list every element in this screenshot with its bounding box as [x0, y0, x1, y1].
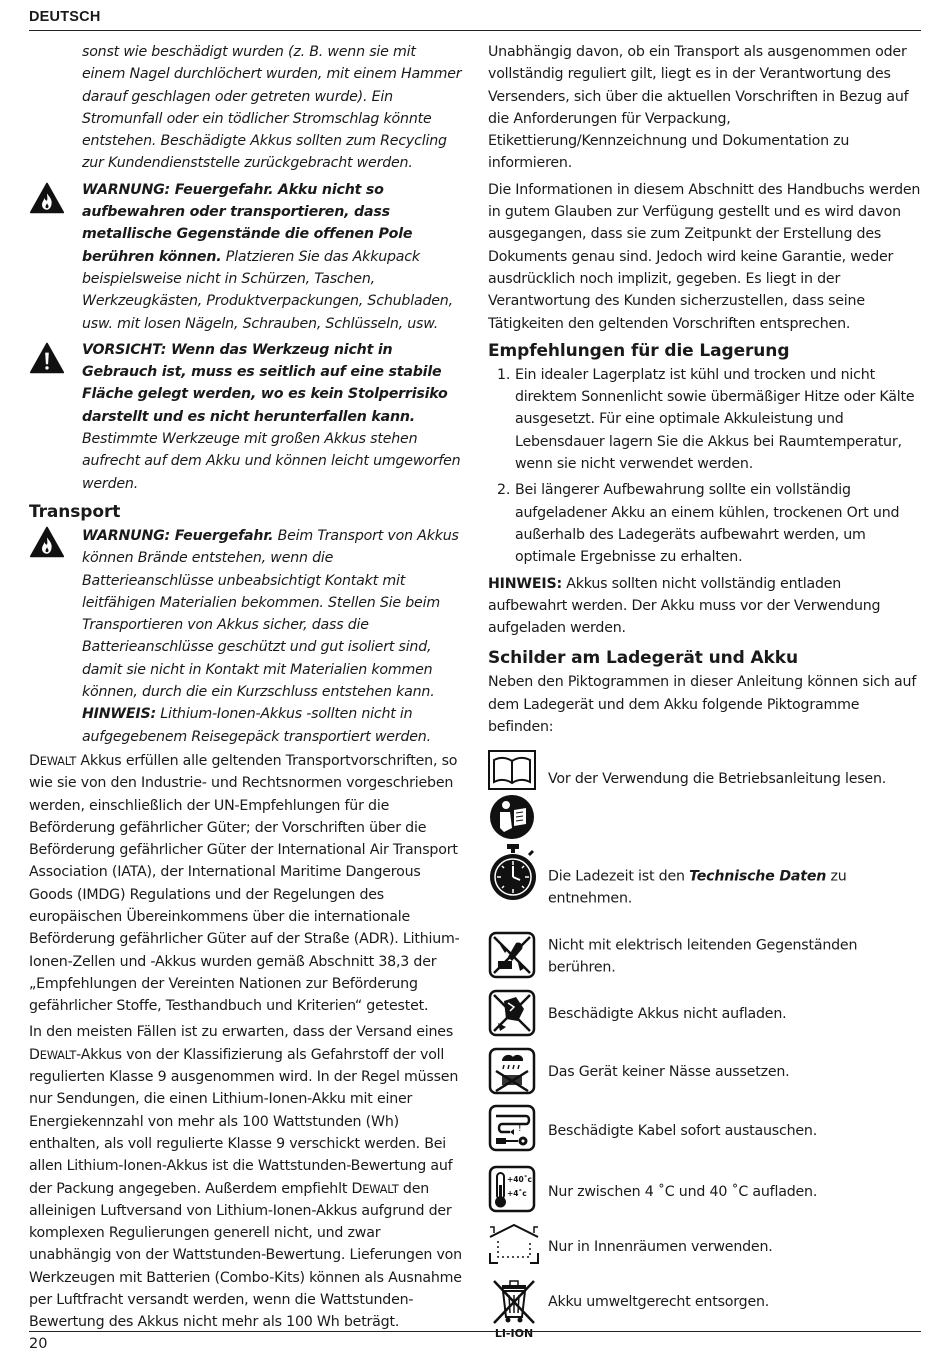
- warning-bold: WARNUNG: Feuergefahr.: [82, 527, 274, 544]
- symbol-text: Beschädigte Akkus nicht aufladen.: [548, 1006, 787, 1023]
- symbol-no-conductive: [488, 928, 923, 985]
- warning-bold: WARNUNG: Feuergefahr. Akku nicht so aufbewahren oder transportieren, dass metallische Gegenstände die offenen Pole berühren können.: [82, 181, 413, 265]
- symbol-text: Nur in Innenräumen verwenden.: [548, 1238, 773, 1255]
- right-column: [488, 41, 923, 1343]
- caution-block: [29, 339, 463, 495]
- fire-warning-icon: [29, 181, 65, 215]
- symbol-indoor: [488, 1223, 923, 1277]
- fire-warning-storage: [29, 179, 463, 335]
- li-ion-label: LI-ION: [494, 1327, 534, 1341]
- intro-paragraph: sonst wie beschädigt wurden (z. B. wenn sie mit einem Nagel durchlöchert wurden, mit einem Hammer darauf geschlagen oder getreten wurde). Ein Stromunfall oder ein tödlicher Stromschlag könnte entstehen. Beschädigte Akkus sollten zum Recycling zur Kundendienststelle zurückgebracht werden.: [82, 44, 462, 172]
- storage-list: [488, 364, 923, 569]
- damaged-cable-icon: [488, 1104, 538, 1154]
- transport-regulations-paragraph: DEWALT Akkus erfüllen alle geltenden Transportvorschriften, so wie sie von den Industrie- und Rechtsnormen vorgeschrieben werden, einschließlich der UN-Empfehlungen für die Beförderung gefährlicher Güter; der Vorschriften über die Beförderung gefährlicher Güter der International Air Transport Association (IATA), der International Maritime Dangerous Goods (IMDG) Regulations und der Regelungen des europäischen Übereinkommens über die internationale Beförderung gefährlicher Güter auf der Straße (ADR). Lithium-Ionen-Zellen und -Akkus wurden gemäß Abschnitt 38,3 der „Empfehlungen der Vereinten Nationen zur Beförderung gefährlicher Stoffe, Testhandbuch und Kriterien“ getestet.: [29, 752, 460, 1015]
- symbol-charge-time: [488, 836, 923, 928]
- page-number: 20: [29, 1336, 48, 1352]
- page-header: [29, 7, 921, 31]
- temp-high-label: +40˚c: [507, 1175, 532, 1185]
- note-text: Lithium-Ionen-Akkus -sollten nicht in aufgegebenem Reisegepäck transportiert werden.: [82, 706, 431, 745]
- symbol-text: Nur zwischen 4 ˚C und 40 ˚C aufladen.: [548, 1184, 818, 1201]
- symbol-text: Beschädigte Kabel sofort austauschen.: [548, 1123, 818, 1140]
- manual-book-icon: [488, 750, 538, 840]
- shipping-paragraph: In den meisten Fällen ist zu erwarten, dass der Versand eines DEWALT-Akkus von der Klassifizierung als Gefahrstoff der voll regulierten Klasse 9 ausgenommen wird. In der Regel müssen nur Sendungen, die einen Lithium-Ionen-Akku mit einer Energiekennzahl von mehr als 100 Wattstunden (Wh) enthalten, als voll regulierte Klasse 9 verschickt werden. Bei allen Lithium-Ionen-Akkus ist die Wattstunden-Bewertung auf der Packung angegeben. Außerdem empfiehlt DEWALT den alleinigen Luftversand von Lithium-Ionen-Akkus aufgrund der komplexen Regulierungen generell nicht, und zwar unabhängig von der Wattstunden-Bewertung. Lieferungen von Werkzeugen mit Batterien (Combo-Kits) können als Ausnahme per Luftfracht versandt werden, wenn die Wattstunden-Bewertung des Akkus nicht mehr als 100 Wh beträgt.: [29, 1024, 462, 1331]
- warning-text: Platzieren Sie das Akkupack beispielsweise nicht in Schürzen, Taschen, Werkzeugkästen, Produktverpackungen, Schubladen, usw. mit losen Nägeln, Schrauben, Schlüsseln, usw.: [82, 248, 453, 332]
- symbol-list: [488, 744, 923, 1343]
- symbol-no-wet: [488, 1043, 923, 1101]
- stopwatch-icon: [488, 844, 538, 902]
- disclaimer-paragraph: Die Informationen in diesem Abschnitt des Handbuchs werden in gutem Glauben zur Verfügung gestellt und es wird davon ausgegangen, dass sie zum Zeitpunkt der Erstellung des Dokuments genau sind. Jedoch wird keine Garantie, weder ausdrücklich noch implizit, gegeben. Es liegt in der Verantwortung des Kunden sicherzustellen, dass seine Tätigkeiten den geltenden Vorschriften entsprechen.: [488, 181, 921, 332]
- labels-heading: Schilder am Ladegerät und Akku: [488, 648, 798, 669]
- symbol-text: Nicht mit elektrisch leitenden Gegenständen berühren.: [548, 937, 858, 976]
- caution-icon: [29, 341, 65, 375]
- page-footer: [29, 1331, 921, 1356]
- caution-text: Bestimmte Werkzeuge mit großen Akkus stehen aufrecht auf dem Akku und können leicht umgeworfen werden.: [82, 431, 461, 492]
- thermometer-icon: [488, 1165, 538, 1215]
- no-water-icon: [488, 1047, 538, 1097]
- language-label: DEUTSCH: [29, 9, 101, 25]
- symbol-read-manual: [488, 744, 923, 836]
- symbol-text: Vor der Verwendung die Betriebsanleitung lesen.: [548, 771, 887, 788]
- damaged-battery-icon: [488, 989, 538, 1039]
- note-bold: HINWEIS:: [82, 706, 156, 723]
- storage-note: HINWEIS: Akkus sollten nicht vollständig entladen aufbewahrt werden. Der Akku muss vor der Verwendung aufgeladen werden.: [488, 575, 881, 637]
- symbol-text: Die Ladezeit ist den Technische Daten zu entnehmen.: [548, 868, 847, 907]
- labels-intro: Neben den Piktogrammen in dieser Anleitung können sich auf dem Ladegerät und dem Akku folgende Piktogramme befinden:: [488, 674, 917, 736]
- responsibility-paragraph: Unabhängig davon, ob ein Transport als ausgenommen oder vollständig reguliert gilt, liegt es in der Verantwortung des Versenders, sich über die aktuellen Vorschriften in Bezug auf die Anforderungen für Verpackung, Etikettierung/Kennzeichnung und Dokumentation zu informieren.: [488, 44, 909, 172]
- symbol-text: Akku umweltgerecht entsorgen.: [548, 1294, 770, 1311]
- storage-heading: Empfehlungen für die Lagerung: [488, 340, 790, 361]
- symbol-no-damaged: [488, 985, 923, 1043]
- caution-bold: VORSICHT: Wenn das Werkzeug nicht in Gebrauch ist, muss es seitlich auf eine stabile Fläche gelegt werden, wo es kein Stolperrisiko darstellt und es nicht herunterfallen kann.: [82, 341, 448, 425]
- temp-low-label: +4˚c: [507, 1189, 527, 1199]
- no-conductive-objects-icon: [488, 931, 538, 981]
- svg-text:!: !: [518, 1124, 522, 1135]
- warning-text: Beim Transport von Akkus können Brände entstehen, wenn die Batterieanschlüsse unbeabsichtigt Kontakt mit leitfähigen Materialien bekommen. Stellen Sie beim Transportieren von Akkus sicher, dass die Batterieanschlüsse geschützt und gut isoliert sind, damit sie nicht in Kontakt mit Materialien kommen können, durch die ein Kurzschluss entstehen kann.: [82, 527, 459, 701]
- symbol-temperature: [488, 1161, 923, 1223]
- fire-warning-transport: [29, 525, 463, 748]
- fire-warning-icon: [29, 525, 65, 559]
- left-column: [29, 41, 463, 1338]
- indoor-house-icon: [488, 1223, 540, 1269]
- list-item: 2. Bei längerer Aufbewahrung sollte ein vollständig aufgeladener Akku an einem kühlen, trockenen Ort und außerhalb des Ladegeräts aufbewahrt werden, um optimale Ergebnisse zu erhalten.: [497, 482, 900, 566]
- symbol-text: Das Gerät keiner Nässe aussetzen.: [548, 1064, 790, 1081]
- transport-heading: Transport: [29, 501, 121, 522]
- symbol-replace-cable: [488, 1101, 923, 1161]
- list-item: 1. Ein idealer Lagerplatz ist kühl und trocken und nicht direktem Sonnenlicht sowie übermäßiger Hitze oder Kälte ausgesetzt. Für eine optimale Akkuleistung und Lebensdauer lagern Sie die Akkus bei Raumtemperatur, wenn sie nicht verwendet werden.: [497, 366, 915, 473]
